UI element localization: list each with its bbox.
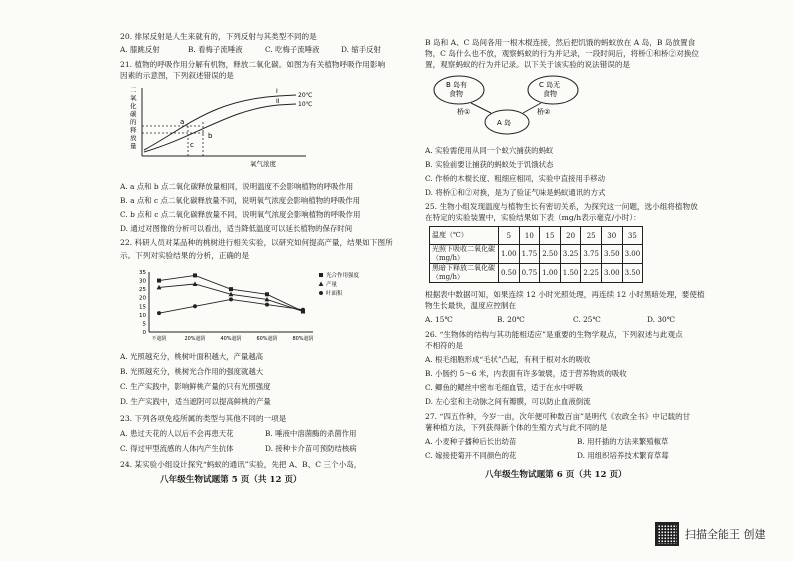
q22-data-point: [193, 304, 197, 308]
scanner-watermark: [655, 522, 766, 546]
q20-stem: 20. 排尿反射是人生来就有的，下列反射与其类型不同的是: [120, 32, 317, 41]
q20-option-d: D. 缩手反射: [341, 45, 381, 54]
q21-point-b: b: [208, 132, 213, 140]
bridge-1-label: 桥①: [457, 108, 471, 116]
q21-temp-10-label: 10℃: [298, 101, 313, 108]
q22-data-point: [229, 287, 233, 291]
q25-value-cell: 1.75: [519, 245, 540, 264]
q25-value-cell: 3.50: [622, 264, 643, 283]
q21-point-a: a: [180, 118, 185, 126]
q23-option-a: A. 患过天花的人以后不会再患天花: [120, 429, 234, 438]
q22-data-point: [193, 273, 197, 277]
q25-value-cell: 0.50: [499, 264, 520, 283]
q23-option-b: B. 唾液中溶菌酶的杀菌作用: [265, 429, 357, 438]
q25-temp-cell: 20: [560, 227, 581, 245]
q21-option-d: D. 通过对图像的分析可以看出，适当降低温度可以延长植物的保存时间: [120, 224, 353, 233]
q25-option-c: C. 25℃: [573, 315, 601, 324]
q22-y-tick-label: 30: [139, 278, 146, 285]
q21-curve-ii-label: II: [276, 98, 280, 105]
q22-x-tick-label: 20%遮阴: [184, 336, 206, 342]
q21-y-label-1: 二: [130, 86, 137, 94]
q25-option-a: A. 15℃: [425, 315, 453, 324]
q27-stem-line-1: 27. “四五作种，今岁一亩，次年便可种数百亩”是明代《农政全书》中记载的甘: [425, 412, 691, 421]
q21-x-label: 氧气浓度: [250, 160, 276, 168]
q26-stem-line-1: 26. “生物体的结构与其功能相适应”是重要的生物学观点，下列叙述与此观点: [425, 330, 683, 339]
q21-y-label-3: 化: [130, 102, 137, 110]
q25-stem-line-2: 在特定的实验装置中，实验结果如下表（mg/h表示毫克/小时）：: [425, 213, 641, 222]
q25-temp-cell: 25: [581, 227, 602, 245]
island-b-line-1: B 岛有: [446, 81, 468, 89]
q22-legend-marker: [319, 282, 324, 287]
q27-stem-line-2: 薯种植方法，下列获得新个体的生殖方式与此不同的是: [425, 423, 608, 432]
q25-value-cell: 2.25: [581, 264, 602, 283]
q22-data-point: [265, 292, 269, 296]
q22-legend-label: 光合作用强度: [326, 273, 360, 279]
q26-stem-line-2: 不相符的是: [425, 341, 463, 350]
qr-code-icon: [655, 522, 679, 546]
q23-stem: 23. 下列各项免疫所属的类型与其他不同的一项是: [120, 414, 287, 423]
q21-y-label-4: 碳: [130, 110, 137, 118]
q25-after-line-1: 根据表中数据可知，如果连续 12 小时光照处理，再连续 12 小时黑暗处理，要使植: [425, 290, 705, 299]
q24-stem-start: 24. 某实验小组设计探究“蚂蚁的通讯”实验，先把 A、B、C 三个小岛，: [120, 460, 362, 469]
q21-point-c: c: [190, 141, 194, 149]
q25-value-cell: 1.50: [560, 264, 581, 283]
q22-y-tick-label: 10: [139, 312, 146, 319]
q22-x-tick-label: 60%遮阴: [256, 336, 278, 342]
q25-row-dark-label-1: 黑暗下释放二氧化碳: [432, 264, 495, 272]
q25-option-d: D. 30℃: [647, 315, 676, 324]
q22-y-tick-label: 5: [142, 321, 146, 328]
q21-stem-line-1: 21. 植物的呼吸作用分解有机物，释放二氧化碳。如图为有关植物呼吸作用影响: [120, 60, 386, 69]
q22-data-point: [193, 281, 198, 286]
q22-data-point: [157, 279, 161, 283]
q24-option-d: D. 将桥①和②对换，是为了验证气味是蚂蚁通讯的方式: [425, 188, 606, 197]
q20-option-a: A. 膝跳反射: [120, 45, 160, 54]
q25-temp-cell: 35: [622, 227, 643, 245]
q26-option-b: B. 小肠约 5～6 米，内表面有许多皱襞，适于营养物质的吸收: [425, 369, 627, 378]
q26-option-d: D. 左心室和主动脉之间有瓣膜，可以防止血液倒流: [425, 397, 591, 406]
q22-y-tick-label: 20: [139, 295, 146, 302]
q25-temp-cell: 15: [540, 227, 561, 245]
q22-y-tick-label: 15: [139, 304, 146, 311]
q25-value-cell: 3.00: [601, 264, 622, 283]
q21-y-label-8: 量: [130, 142, 137, 150]
q22-shading-chart: [123, 266, 368, 346]
q26-option-a: A. 根毛细胞形成“毛状”凸起，有利于根对水的吸收: [425, 355, 591, 364]
right-page: [425, 0, 725, 520]
q21-option-a: A. a 点和 b 点二氧化碳释放量相同，说明温度不会影响植物的呼吸作用: [120, 182, 354, 191]
q22-y-tick-label: 35: [139, 270, 146, 276]
q21-y-label-2: 氧: [130, 94, 137, 102]
q22-stem-line-1: 22. 科研人员对某品种的桃树进行相关实验，以研究如何提高产量，结果如下图所: [120, 238, 393, 247]
q25-row-dark-label-2: （mg/h）: [432, 273, 464, 281]
q25-row-dark-label: [430, 264, 499, 283]
q21-respiration-chart: [128, 86, 338, 172]
q22-x-tick-label: 40%遮阴: [220, 336, 242, 342]
q24-option-b: B. 实验前要让捕获的蚂蚁处于饥饿状态: [425, 160, 554, 169]
bridge-2-label: 桥②: [537, 108, 551, 116]
q22-y-tick-label: 0: [142, 330, 146, 336]
q25-value-cell: 1.00: [499, 245, 520, 264]
q25-value-cell: 0.75: [519, 264, 540, 283]
q21-y-label-5: 的: [130, 118, 137, 126]
q25-stem-line-1: 25. 生物小组发现温度与植物生长有密切关系，为探究这一问题，选小组将植物放: [425, 202, 698, 211]
q25-after-line-2: 物生长最快，温度应控制在: [425, 301, 517, 310]
q25-data-table: [429, 226, 643, 283]
q22-legend-marker: [319, 291, 323, 295]
q27-option-b: B. 用扦插的方法来繁殖椒草: [577, 437, 669, 446]
island-c-line-2: 食物: [543, 90, 557, 98]
q21-y-label-6: 释: [130, 126, 137, 134]
q27-option-c: C. 嫁接使菊开不同颜色的花: [425, 451, 517, 460]
q25-row-light-label: [430, 245, 499, 264]
left-page: [88, 0, 393, 520]
left-page-footer: 八年级生物试题第 5 页（共 12 页）: [160, 475, 302, 485]
scanner-watermark-text: 扫描全能王 创建: [685, 528, 766, 541]
q25-temp-cell: 5: [499, 227, 520, 245]
q25-row-light-label-1: 光照下吸收二氧化碳: [432, 245, 495, 253]
q21-option-b: B. a 点和 c 点二氧化碳释放量不同，说明氧气浓度会影响植物的呼吸作用: [120, 196, 361, 205]
q21-y-label-7: 放: [130, 134, 137, 142]
q24-option-c: C. 作桥的木棍长度、粗细应相同，实验中直接用手移动: [425, 174, 606, 183]
q25-table-dark-row: [430, 264, 643, 283]
q22-x-tick-label: 不遮阴: [151, 336, 167, 342]
q23-option-c: C. 得过甲型流感的人体内产生抗体: [120, 444, 234, 453]
q25-temp-cell: 30: [601, 227, 622, 245]
island-c-line-1: C 岛无: [539, 81, 561, 89]
q22-data-point: [301, 308, 305, 312]
q22-x-tick-label: 80%遮阴: [292, 336, 314, 342]
q22-y-tick-label: 25: [139, 287, 146, 294]
q24-line-2: 物，C 岛什么也不放，观察蚂蚁的行为并记录，一段时间后，将桥①和桥②对换位: [425, 49, 700, 58]
q20-option-b: B. 看梅子流唾液: [188, 45, 243, 54]
q21-temp-20-label: 20℃: [298, 92, 313, 99]
q20-option-c: C. 吃梅子流唾液: [265, 45, 320, 54]
q22-data-point: [265, 303, 269, 307]
q25-value-cell: 3.25: [560, 245, 581, 264]
q23-option-d: D. 接种卡介苗可预防结核病: [265, 444, 357, 453]
q25-value-cell: 1.00: [540, 264, 561, 283]
q27-option-d: D. 用组织培养技术繁育草莓: [577, 451, 669, 460]
q26-option-c: C. 鲫鱼的鳃丝中密布毛细血管，适于在水中呼吸: [425, 383, 583, 392]
q25-value-cell: 2.50: [540, 245, 561, 264]
q24-option-a: A. 实验需使用从同一个蚁穴捕获的蚂蚁: [425, 146, 554, 155]
q22-legend-label: 产量: [326, 282, 338, 288]
q24-line-3: 置，观察蚂蚁的行为并记录。以下关于该实验的说法错误的是: [425, 60, 631, 69]
q25-option-b: B. 20℃: [497, 315, 525, 324]
q25-table-header-row: [430, 227, 643, 245]
q25-temp-cell: 10: [519, 227, 540, 245]
q22-legend-label: 叶面积: [326, 291, 343, 297]
q22-legend-marker: [319, 273, 323, 277]
q21-option-c: C. b 点和 c 点二氧化碳释放量不同，说明氧气浓度会影响植物的呼吸作用: [120, 210, 361, 219]
q27-option-a: A. 小麦种子播种后长出幼苗: [425, 437, 517, 446]
q22-data-point: [157, 311, 161, 315]
q24-line-1: B 岛和 A、C 岛间各用一根木棍连接，然后把饥饿的蚂蚁放在 A 岛，B 岛放置食: [425, 38, 696, 47]
q22-data-point: [229, 297, 233, 301]
q22-option-b: B. 光照越充分，桃树光合作用的强度就越大: [120, 367, 264, 376]
q25-table-header-label: 温度（℃）: [430, 227, 499, 245]
q22-stem-line-2: 示。下列对实验结果的分析，正确的是: [120, 251, 250, 260]
island-a-label: A 岛: [497, 119, 512, 127]
q25-value-cell: 3.50: [601, 245, 622, 264]
q25-table-light-row: [430, 245, 643, 264]
q24-island-diagram: [433, 72, 583, 140]
q25-value-cell: 3.00: [622, 245, 643, 264]
q22-option-c: C. 生产实践中，影响鲜桃产量的只有光照强度: [120, 382, 271, 391]
q25-value-cell: 3.75: [581, 245, 602, 264]
q21-stem-line-2: 因素的示意图，下列叙述错误的是: [120, 71, 234, 80]
island-b-line-2: 食物: [449, 90, 463, 98]
right-page-footer: 八年级生物试题第 6 页（共 12 页）: [485, 470, 627, 480]
q22-option-d: D. 生产实践中，适当遮阴可以提高鲜桃的产量: [120, 397, 271, 406]
q25-row-light-label-2: （mg/h）: [432, 254, 464, 262]
q22-option-a: A. 光照越充分，桃树叶面积越大，产量越高: [120, 352, 264, 361]
q21-curve-i-label: I: [276, 88, 278, 95]
